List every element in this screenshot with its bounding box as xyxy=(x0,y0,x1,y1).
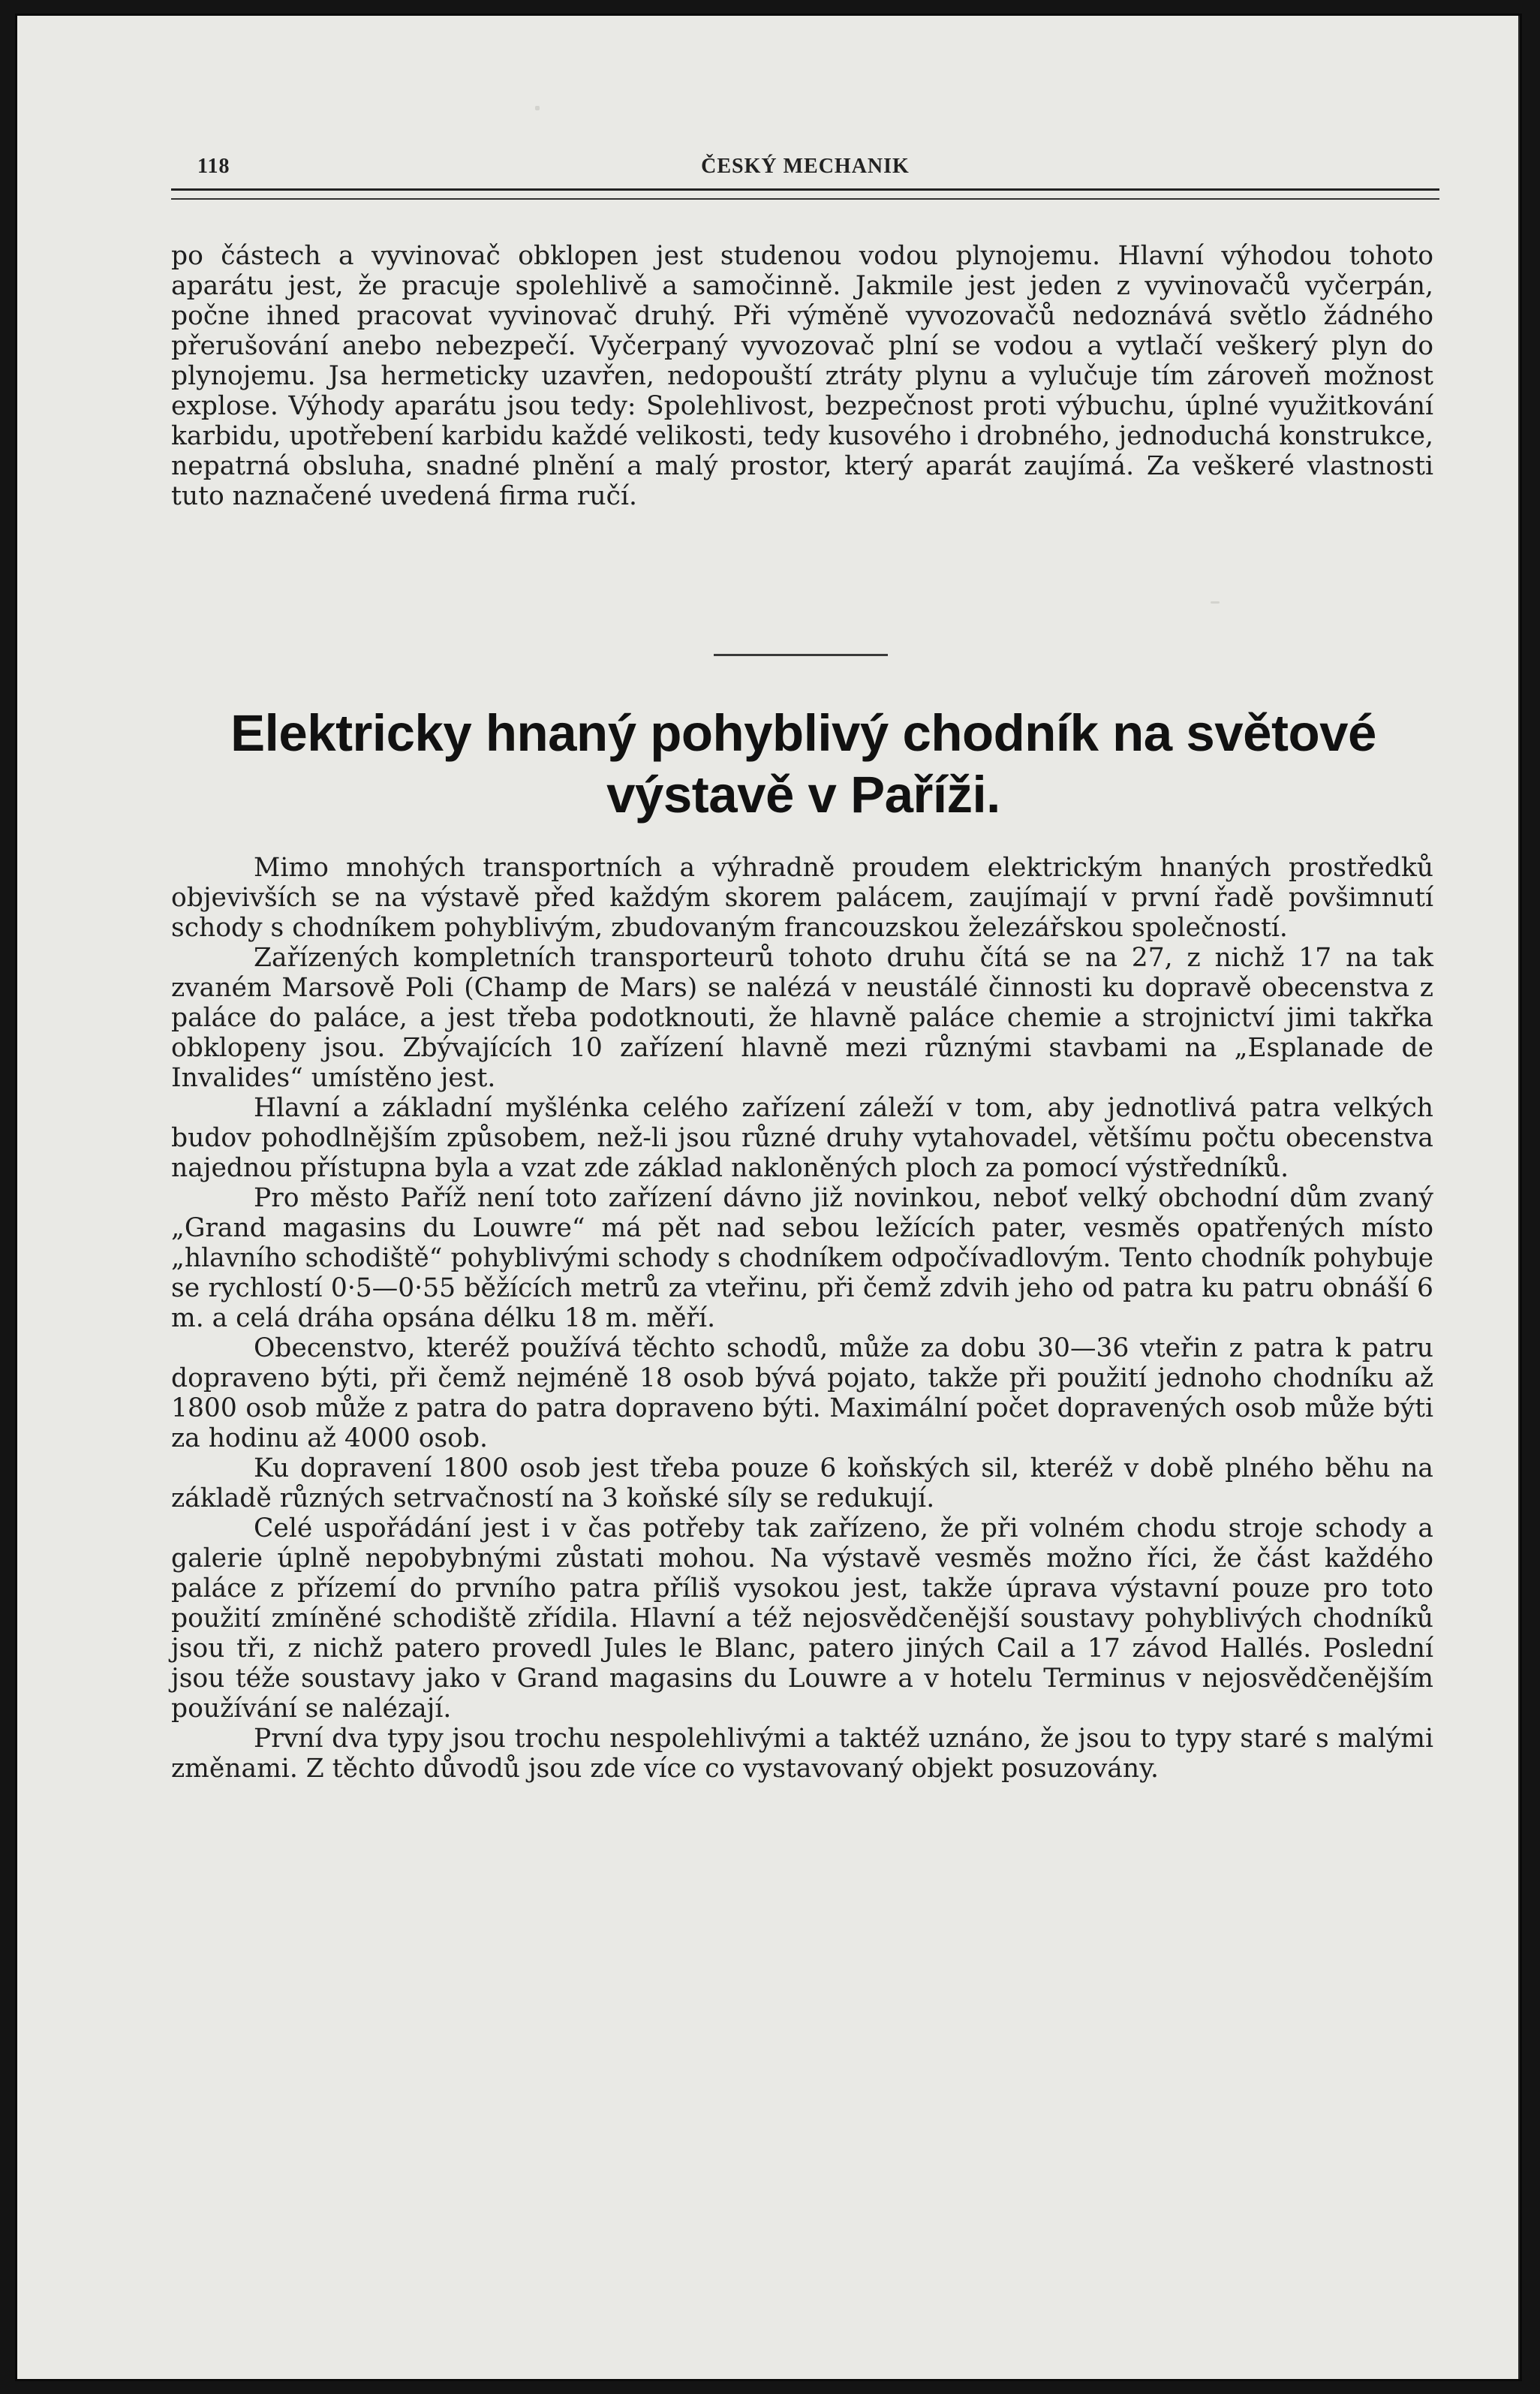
article-body xyxy=(171,853,1433,1784)
article-paragraph-7: Celé uspořádání jest i v čas potřeby tak zařízeno, že při volném chodu stroje schody a galerie úplně nepobybnými zůstati mohou. Na výstavě vesměs možno říci, že část každého paláce z přízemí do prvního patra příliš vysokou jest, takže úprava výstavní pouze pro toto použití zmíněné schodiště zřídila. Hlavní a též nejosvědčenější soustavy pohyblivých chodníků jsou tři, z nichž patero provedl Jules le Blanc, patero jiných Cail a 17 závod Hallés. Poslední jsou téže soustavy jako v Grand magasins du Louwre a v hotelu Terminus v nejosvědčenějším používání se nalézají. xyxy=(171,1513,1433,1724)
running-head xyxy=(171,155,1439,185)
scanned-page xyxy=(15,14,1522,2381)
intro-paragraph-text: po částech a vyvinovač obklopen jest studenou vodou plynojemu. Hlavní výhodou tohoto aparátu jest, že pracuje spolehlivě a samočinně. Jakmile jest jeden z vyvinovačů vyčerpán, počne ihned pracovat vyvinovač druhý. Při výměně vyvozovačů nedoznává světlo žádného přerušování anebo nebezpečí. Vyčerpaný vyvozovač plní se vodou a vytlačí veškerý plyn do plynojemu. Jsa hermeticky uzavřen, nedopouští ztráty plynu a vylučuje tím zároveň možnost explose. Výhody aparátu jsou tedy: Spolehlivost, bezpečnost proti výbuchu, úplné využitkování karbidu, upotřebení karbidu každé velikosti, tedy kusového i drobného, jednoduchá konstrukce, nepatrná obsluha, snadné plnění a malý prostor, který aparát zaujímá. Za veškeré vlastnosti tuto naznačené uvedená firma ručí. xyxy=(171,241,1433,511)
article-paragraph-3: Hlavní a základní myšlénka celého zařízení záleží v tom, aby jednotlivá patra velkých budov pohodlnějším způsobem, než-li jsou různé druhy vytahovadel, většímu počtu obecenstva najednou přístupna byla a vzat zde základ nakloněných ploch za pomocí výstředníků. xyxy=(171,1093,1433,1183)
running-title: ČESKÝ MECHANIK xyxy=(701,155,910,178)
article-paragraph-2: Zařízených kompletních transporteurů tohoto druhu čítá se na 27, z nichž 17 na tak zvaném Marsově Poli (Champ de Mars) se nalézá v neustálé činnosti ku dopravě obecenstva z paláce do paláce, a jest třeba podotknouti, že hlavně paláce chemie a strojnictví jimi takřka obklopeny jsou. Zbývajících 10 zařízení hlavně mezi různými stavbami na „Esplanade de Invalides“ umístěno jest. xyxy=(171,943,1433,1093)
article-paragraph-8: První dva typy jsou trochu nespolehlivými a taktéž uznáno, že jsou to typy staré s malými změnami. Z těchto důvodů jsou zde více co vystavovaný objekt posuzovány. xyxy=(171,1724,1433,1784)
article-paragraph-1: Mimo mnohých transportních a výhradně proudem elektrickým hnaných prostředků objevivších se na výstavě před každým skorem palácem, zaujímají v první řadě povšimnutí schody s chodníkem pohyblivým, zbudovaným francouzskou železářskou společností. xyxy=(171,853,1433,943)
scan-smudge xyxy=(1211,601,1220,604)
scan-smudge xyxy=(535,106,540,110)
article-paragraph-4: Pro město Paříž není toto zařízení dávno již novinkou, neboť velký obchodní dům zvaný „Grand magasins du Louwre“ má pět nad sebou ležících pater, vesměs opatřených místo „hlavního schodiště“ pohyblivými schody s chodníkem odpočívadlovým. Tento chodník pohybuje se rychlostí 0·5—0·55 běžících metrů za vteřinu, při čemž zdvih jeho od patra ku patru obnáší 6 m. a celá dráha opsána délku 18 m. měří. xyxy=(171,1183,1433,1333)
article-paragraph-6: Ku dopravení 1800 osob jest třeba pouze 6 koňských sil, kteréž v době plného běhu na základě různých setrvačností na 3 koňské síly se redukují. xyxy=(171,1453,1433,1513)
header-double-rule xyxy=(171,188,1439,200)
article-paragraph-5: Obecenstvo, kteréž používá těchto schodů, může za dobu 30—36 vteřin z patra k patru dopraveno býti, při čemž nejméně 18 osob bývá pojato, takže při použití jednoho chodníku až 1800 osob může z patra do patra dopraveno býti. Maximální počet dopravených osob může býti za hodinu až 4000 osob. xyxy=(171,1333,1433,1453)
section-divider xyxy=(714,654,888,656)
intro-paragraph xyxy=(171,241,1433,511)
article-title: Elektricky hnaný pohyblivý chodník na světové výstavě v Paříži. xyxy=(230,704,1376,824)
page-number: 118 xyxy=(197,155,230,178)
